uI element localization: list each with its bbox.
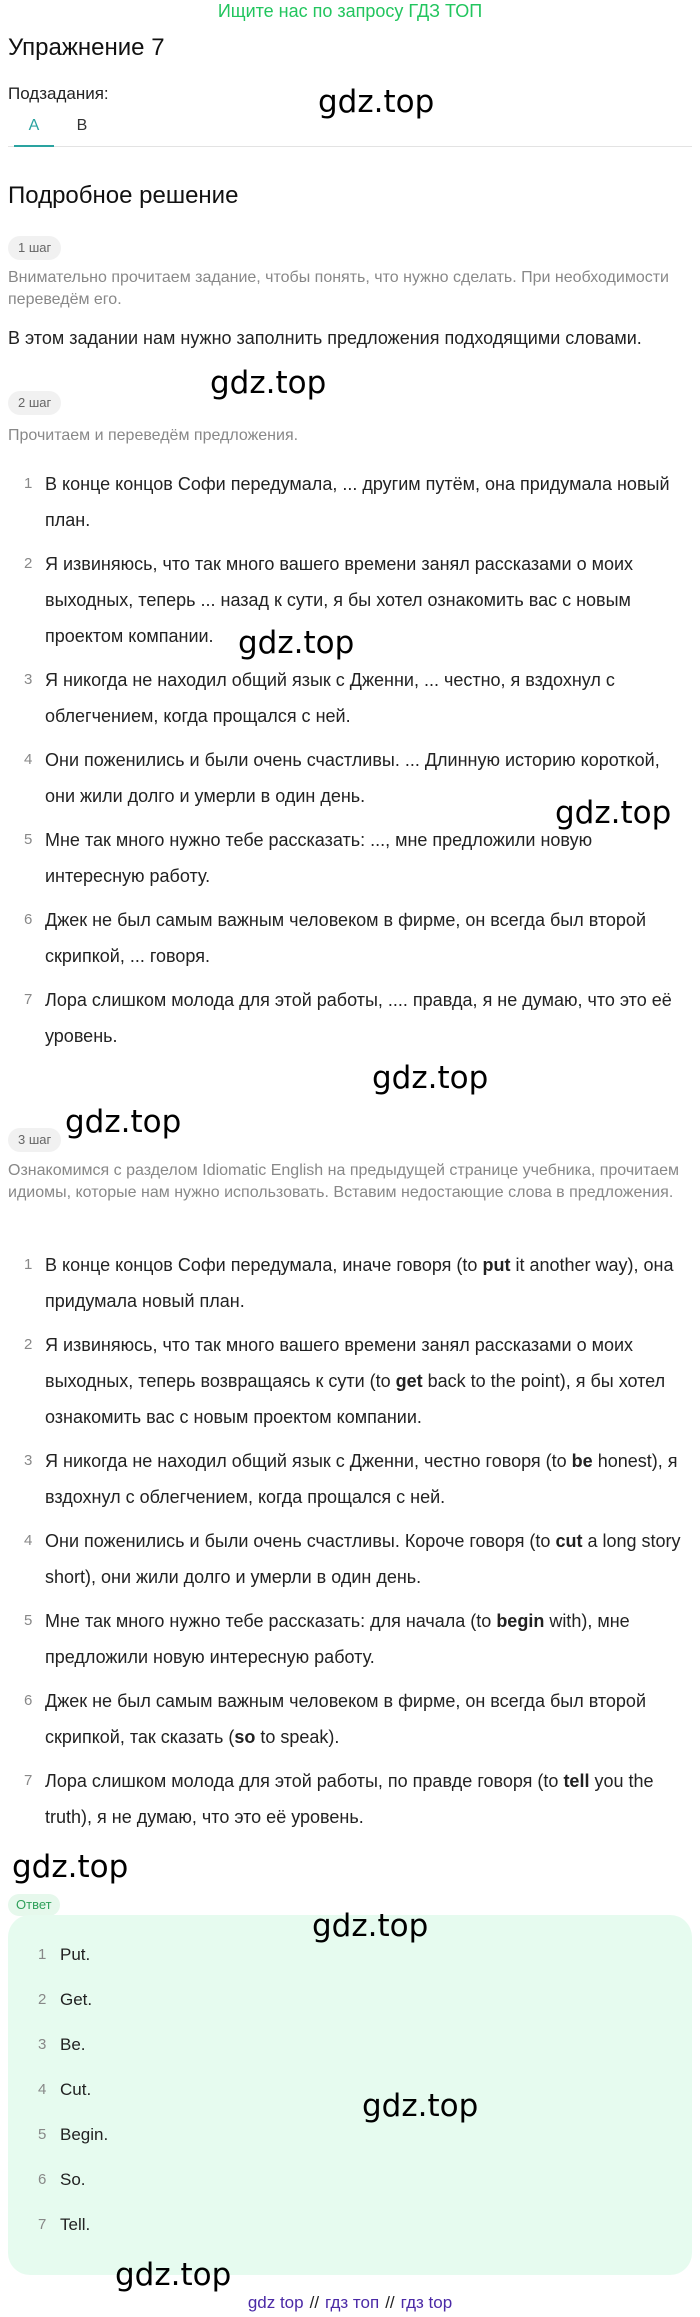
- answer-text: Put.: [60, 1945, 91, 1964]
- idiom-keyword: begin: [496, 1611, 545, 1631]
- footer-links: [0, 2293, 700, 2313]
- sentence-list: [8, 466, 692, 1062]
- list-item: [8, 1603, 692, 1675]
- search-banner: Ищите нас по запросу ГДЗ ТОП: [217, 1, 483, 21]
- item-text: Я извиняюсь, что так много вашего времени занял рассказами о моих выходных, теперь ... назад к сути, я бы хотел ознакомить вас с новым проектом компании.: [45, 554, 634, 646]
- item-number: 7: [24, 1772, 33, 1789]
- item-text: with), мне предложили новую интересную работу.: [45, 1611, 630, 1667]
- answer-badge: Ответ: [8, 1894, 60, 1916]
- item-text: Мне так много нужно тебе рассказать: для начала (to: [45, 1611, 497, 1631]
- watermark: gdz.top: [318, 84, 435, 120]
- watermark: gdz.top: [65, 1104, 182, 1140]
- idiom-keyword: tell: [563, 1771, 590, 1791]
- item-number: 3: [38, 2036, 47, 2053]
- item-number: 2: [24, 1336, 33, 1353]
- list-item: [8, 902, 692, 974]
- answer-list: [38, 1940, 108, 2255]
- footer-separator: //: [385, 2293, 395, 2312]
- idiom-keyword: get: [395, 1371, 423, 1391]
- idiom-keyword: be: [571, 1451, 593, 1471]
- item-number: 2: [24, 555, 33, 572]
- list-item: [8, 982, 692, 1054]
- item-text: you the truth), я не думаю, что это её уровень.: [45, 1771, 654, 1827]
- list-item: [8, 1683, 692, 1755]
- idiom-keyword: put: [482, 1255, 511, 1275]
- section-title: Подробное решение: [8, 182, 239, 209]
- answer-item: [38, 2030, 108, 2075]
- step-instruction: Ознакомимся с разделом Idiomatic English на предыдущей странице учебника, прочитаем идиомы, которые нам нужно использовать. Вставим недостающие слова в предложения.: [8, 1162, 680, 1201]
- item-text: Джек не был самым важным человеком в фирме, он всегда был второй скрипкой, так сказать (: [45, 1691, 646, 1747]
- subtasks-label: Подзадания:: [8, 84, 109, 103]
- step-badge: 3 шаг: [8, 1128, 61, 1152]
- item-text: В конце концов Софи передумала, ... другим путём, она придумала новый план.: [45, 474, 670, 530]
- list-item: [8, 1327, 692, 1435]
- step-badge: 2 шаг: [8, 391, 61, 415]
- item-number: 2: [38, 1991, 47, 2008]
- answer-item: [38, 2120, 108, 2165]
- item-text: В конце концов Софи передумала, иначе говоря (to: [45, 1255, 483, 1275]
- item-number: 5: [24, 831, 33, 848]
- watermark: gdz.top: [362, 2088, 479, 2124]
- answer-item: [38, 1985, 108, 2030]
- item-number: 5: [38, 2126, 47, 2143]
- item-text: to speak).: [255, 1727, 340, 1747]
- item-text: a long story short), они жили долго и умерли в один день.: [45, 1531, 681, 1587]
- watermark: gdz.top: [372, 1060, 489, 1096]
- item-number: 7: [38, 2216, 47, 2233]
- step-instruction: Внимательно прочитаем задание, чтобы понять, что нужно сделать. При необходимости переведём его.: [8, 269, 669, 308]
- item-text: Лора слишком молода для этой работы, .... правда, я не думаю, что это её уровень.: [45, 990, 672, 1046]
- page-title: Упражнение 7: [8, 34, 165, 61]
- tab-b[interactable]: B: [76, 117, 88, 134]
- item-text: Мне так много нужно тебе рассказать: ..., мне предложили новую интересную работу.: [45, 830, 593, 886]
- item-number: 7: [24, 991, 33, 1008]
- item-text: honest), я вздохнул с облегчением, когда прощался с ней.: [45, 1451, 678, 1507]
- answer-text: Get.: [60, 1990, 93, 2009]
- item-number: 4: [24, 751, 33, 768]
- item-number: 3: [24, 1452, 33, 1469]
- tab-a[interactable]: A: [14, 112, 54, 147]
- item-number: 4: [24, 1532, 33, 1549]
- item-number: 6: [24, 1692, 33, 1709]
- list-item: [8, 662, 692, 734]
- footer-link[interactable]: гдз топ: [325, 2293, 380, 2312]
- idiom-keyword: so: [234, 1727, 256, 1747]
- item-text: Они поженились и были очень счастливы. Короче говоря (to: [45, 1531, 556, 1551]
- answer-item: [38, 1940, 108, 1985]
- list-item: [8, 1763, 692, 1835]
- idiom-keyword: cut: [555, 1531, 583, 1551]
- answer-text: Be.: [60, 2035, 86, 2054]
- step-text: В этом задании нам нужно заполнить предложения подходящими словами.: [8, 328, 642, 348]
- answer-item: [38, 2075, 108, 2120]
- item-number: 3: [24, 671, 33, 688]
- item-number: 6: [38, 2171, 47, 2188]
- step-badge: 1 шаг: [8, 236, 61, 260]
- answer-item: [38, 2210, 108, 2255]
- item-text: Лора слишком молода для этой работы, по правде говоря (to: [45, 1771, 564, 1791]
- item-number: 5: [24, 1612, 33, 1629]
- list-item: [8, 466, 692, 538]
- list-item: [8, 1443, 692, 1515]
- footer-link[interactable]: gdz top: [247, 2293, 304, 2312]
- item-text: Я никогда не находил общий язык с Дженни, честно говоря (to: [45, 1451, 572, 1471]
- answer-text: Cut.: [60, 2080, 92, 2099]
- list-item: [8, 1247, 692, 1319]
- step-instruction: Прочитаем и переведём предложения.: [8, 427, 299, 444]
- item-text: Джек не был самым важным человеком в фирме, он всегда был второй скрипкой, ... говоря.: [45, 910, 646, 966]
- item-number: 1: [24, 475, 33, 492]
- item-number: 6: [24, 911, 33, 928]
- item-number: 4: [38, 2081, 47, 2098]
- answer-text: Tell.: [60, 2215, 91, 2234]
- watermark: gdz.top: [312, 1908, 429, 1944]
- watermark: gdz.top: [115, 2257, 232, 2293]
- item-text: back to the point), я бы хотел ознакомить вас с новым проектом компании.: [45, 1371, 666, 1427]
- watermark: gdz.top: [12, 1849, 129, 1885]
- watermark: gdz.top: [238, 625, 355, 661]
- answer-item: [38, 2165, 108, 2210]
- item-text: it another way), она придумала новый план.: [45, 1255, 674, 1311]
- item-number: 1: [38, 1946, 47, 1963]
- watermark: gdz.top: [555, 795, 672, 831]
- item-text: Я извиняюсь, что так много вашего времени занял рассказами о моих выходных, теперь возвращаясь к сути (to: [45, 1335, 634, 1391]
- solution-list: [8, 1247, 692, 1843]
- item-number: 1: [24, 1256, 33, 1273]
- list-item: [8, 1523, 692, 1595]
- watermark: gdz.top: [210, 365, 327, 401]
- list-item: [8, 822, 692, 894]
- footer-link[interactable]: гдз top: [400, 2293, 453, 2312]
- answer-text: Begin.: [60, 2125, 109, 2144]
- answer-text: So.: [60, 2170, 86, 2189]
- footer-separator: //: [309, 2293, 320, 2312]
- answer-box: [8, 1915, 692, 2275]
- item-text: Они поженились и были очень счастливы. ... Длинную историю короткой, они жили долго и умерли в один день.: [45, 750, 660, 806]
- item-text: Я никогда не находил общий язык с Дженни, ... честно, я вздохнул с облегчением, когда прощался с ней.: [45, 670, 615, 726]
